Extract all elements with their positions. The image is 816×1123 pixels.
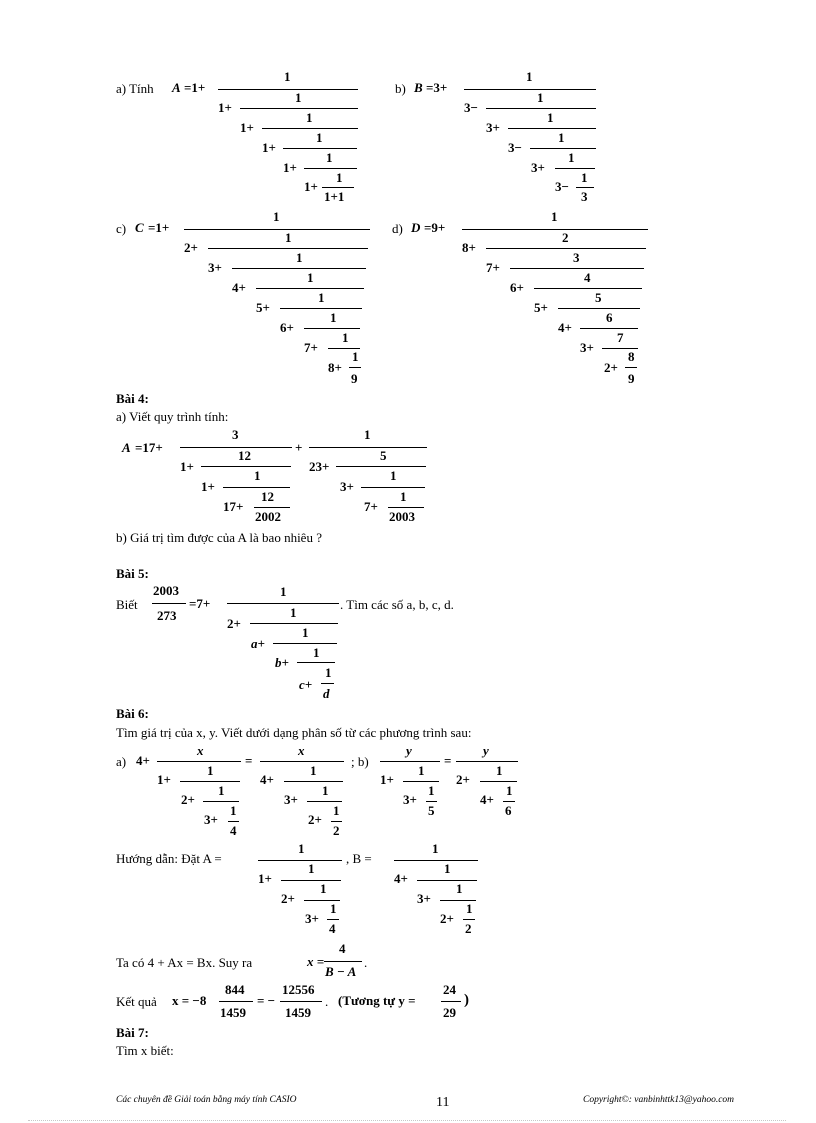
var-B: B [414, 80, 423, 95]
result-x: x = −8 [172, 993, 207, 1008]
var-D: D [411, 220, 421, 235]
level: 3+ [284, 792, 298, 807]
num: 1 [230, 803, 237, 818]
fraction-bar [201, 466, 291, 467]
num: 1 [506, 783, 513, 798]
eq: = [245, 753, 253, 768]
level: 3+ [486, 120, 500, 135]
level: 3+ [580, 340, 594, 355]
close-paren: ) [464, 992, 469, 1008]
num: 1 [295, 90, 302, 105]
y-num: y [483, 743, 489, 758]
fraction-bar [576, 187, 594, 188]
fraction-bar [530, 148, 596, 149]
level: 2+ [184, 240, 198, 255]
fraction-bar [304, 328, 360, 329]
fraction-bar [219, 1001, 253, 1002]
lhs-b: =3+ [426, 80, 448, 95]
res-num1: 844 [225, 982, 245, 997]
fraction-bar [307, 801, 342, 802]
level: 1+ [201, 479, 215, 494]
fraction-bar [558, 308, 640, 309]
bai6-title: Bài 6: [116, 706, 149, 721]
fraction-bar [184, 229, 370, 230]
fraction-bar [218, 89, 358, 90]
num: 12 [261, 489, 274, 504]
num: 1 [547, 110, 554, 125]
bai6-intro: Tìm giá trị của x, y. Viết dưới dạng phân số từ các phương trình sau: [116, 725, 472, 740]
bai4-a-text: a) Viết quy trình tính: [116, 409, 229, 424]
bai5-prefix: Biết [116, 597, 138, 612]
dot: . [364, 955, 368, 970]
y-num: 24 [443, 982, 456, 997]
level: 6+ [510, 280, 524, 295]
num: 1 [456, 881, 463, 896]
fraction-bar [262, 128, 358, 129]
footer-right: Copyright©: vanbinhttk13@yahoo.com [583, 1095, 735, 1105]
num: 1 [581, 170, 588, 185]
var-A: A [122, 440, 131, 455]
label-a: a) Tính [116, 81, 154, 96]
fraction-bar [380, 761, 440, 762]
res-den1: 1459 [220, 1005, 246, 1020]
fraction-bar [280, 308, 362, 309]
x-eq: x = [307, 954, 325, 969]
fraction-bar [426, 801, 437, 802]
x-num: x [298, 743, 305, 758]
num: 1 [310, 763, 317, 778]
fraction-bar [464, 89, 596, 90]
fraction-bar [180, 781, 240, 782]
fraction-bar [327, 919, 339, 920]
page-number: 11 [436, 1095, 450, 1110]
fraction-bar [510, 268, 644, 269]
level: 1+ [240, 120, 254, 135]
fraction-bar [625, 367, 637, 368]
level: 3+ [417, 891, 431, 906]
label-d: d) [392, 221, 403, 236]
level: 1+ [180, 459, 194, 474]
num: 1 [444, 861, 451, 876]
last-den: 1+1 [324, 189, 345, 204]
level: 2+ [456, 772, 470, 787]
num: 1 [496, 763, 503, 778]
fraction-bar [534, 288, 642, 289]
fraction-bar [388, 507, 424, 508]
fraction-bar [228, 821, 239, 822]
level: 3+ [305, 911, 319, 926]
fraction-bar [336, 466, 426, 467]
level: 2+ [227, 616, 241, 631]
fraction-bar [349, 367, 361, 368]
fraction-bar [394, 860, 478, 861]
num: 1 [390, 468, 397, 483]
last-den: 9 [628, 371, 635, 386]
num: 1 [322, 783, 329, 798]
frac-den: B − A [325, 964, 357, 979]
bai5-title: Bài 5: [116, 566, 149, 581]
level: 3+ [403, 792, 417, 807]
fraction-bar [463, 919, 475, 920]
last-den: 2 [465, 921, 472, 936]
num: 1 [307, 270, 314, 285]
num: 7 [617, 330, 624, 345]
fraction-bar [240, 108, 358, 109]
fraction-bar [555, 168, 595, 169]
level: 4+ [394, 871, 408, 886]
eq: =7+ [189, 596, 211, 611]
level: 1+ [218, 100, 232, 115]
hint-prefix: Hướng dẫn: Đặt A = [116, 851, 222, 866]
res-dot: . [325, 994, 329, 1009]
fraction-bar [486, 108, 596, 109]
var-A: A [172, 80, 181, 95]
level: b+ [275, 655, 289, 670]
a-lhs: 4+ [136, 753, 150, 768]
last-den: 9 [351, 371, 358, 386]
y-den: 29 [443, 1005, 456, 1020]
level: 1+ [304, 179, 318, 194]
num: 1 [313, 645, 320, 660]
num: 1 [342, 330, 349, 345]
level: 7+ [364, 499, 378, 514]
level: 5+ [256, 300, 270, 315]
separator: ; b) [351, 754, 369, 769]
fraction-bar [331, 821, 342, 822]
num: 1 [568, 150, 575, 165]
last-den: 2002 [255, 509, 281, 524]
num: 1 [273, 209, 280, 224]
label-b: b) [395, 81, 406, 96]
fraction-bar [256, 288, 364, 289]
fraction-bar [227, 603, 339, 604]
fraction-bar [281, 880, 341, 881]
level: 2+ [604, 360, 618, 375]
a-label: a) [116, 754, 127, 769]
hint-mid: , B = [346, 851, 372, 866]
fraction-bar [280, 1001, 322, 1002]
fraction-bar [232, 268, 366, 269]
footer-left: Các chuyên đề Giải toán bằng máy tính CASIO [116, 1095, 297, 1105]
bai5-suffix: . Tìm các số a, b, c, d. [340, 597, 454, 612]
num: 1 [558, 130, 565, 145]
x-num: x [197, 743, 204, 758]
level: 3+ [531, 160, 545, 175]
level: 7+ [304, 340, 318, 355]
num: 1 [466, 901, 473, 916]
num: 1 [254, 468, 261, 483]
level: 4+ [260, 772, 274, 787]
num: 1 [330, 901, 337, 916]
label-c: c) [116, 221, 127, 236]
level: 5+ [534, 300, 548, 315]
fraction-bar [324, 961, 362, 962]
var-C: C [135, 220, 144, 235]
level: 2+ [181, 792, 195, 807]
level: c+ [299, 677, 313, 692]
num: 1 [320, 881, 327, 896]
lhs: =17+ [135, 440, 163, 455]
num: 1 [280, 584, 287, 599]
level: 1+ [258, 871, 272, 886]
num: 1 [330, 310, 337, 325]
num: 1 [333, 803, 340, 818]
fraction-bar [208, 248, 368, 249]
lhs-c: =1+ [148, 220, 170, 235]
num: 1 [418, 763, 425, 778]
level: 7+ [486, 260, 500, 275]
fraction-bar [152, 603, 186, 604]
lhs-d: =9+ [424, 220, 446, 235]
level: 1+ [157, 772, 171, 787]
fraction-bar [456, 761, 518, 762]
bai4-b-text: b) Giá trị tìm được của A là bao nhiêu ? [116, 530, 322, 545]
level: 2+ [440, 911, 454, 926]
fraction-bar [258, 860, 342, 861]
level: 3+ [204, 812, 218, 827]
fraction-bar [283, 148, 357, 149]
bai7-title: Bài 7: [116, 1025, 149, 1040]
last-den: 4 [230, 823, 237, 838]
fraction-bar [273, 643, 337, 644]
fraction-bar [403, 781, 439, 782]
fraction-bar [580, 328, 638, 329]
num: 1 [526, 69, 533, 84]
fraction-bar [462, 229, 648, 230]
plus: + [295, 440, 303, 455]
fraction-bar [321, 683, 334, 684]
num: 1 [298, 841, 305, 856]
num: 1 [551, 209, 558, 224]
level: 3− [464, 100, 478, 115]
num: 2 [562, 230, 569, 245]
num: 1 [325, 665, 332, 680]
level: 1+ [283, 160, 297, 175]
fraction-bar [180, 447, 292, 448]
fraction-bar [417, 880, 477, 881]
num: 1 [537, 90, 544, 105]
level: 8+ [328, 360, 342, 375]
level: 17+ [223, 499, 244, 514]
num: 4 [584, 270, 591, 285]
last-den: 5 [428, 803, 435, 818]
fraction-bar [223, 487, 290, 488]
num: 12 [238, 448, 251, 463]
num: 1 [326, 150, 333, 165]
derivation-text: Ta có 4 + Ax = Bx. Suy ra [116, 955, 253, 970]
level: 2+ [308, 812, 322, 827]
num: 1 [336, 170, 343, 185]
num: 1 [290, 605, 297, 620]
last-den: 4 [329, 921, 336, 936]
level: 1+ [380, 772, 394, 787]
similar: (Tương tự y = [338, 993, 416, 1008]
num: 1 [302, 625, 309, 640]
num: 1 [316, 130, 323, 145]
fraction-bar [254, 507, 290, 508]
lhs-den: 273 [157, 608, 177, 623]
res-num2: 12556 [282, 982, 315, 997]
fraction-bar [203, 801, 239, 802]
level: 8+ [462, 240, 476, 255]
level: 4+ [232, 280, 246, 295]
res-den2: 1459 [285, 1005, 311, 1020]
num: 6 [606, 310, 613, 325]
fraction-bar [284, 781, 343, 782]
frac-num: 4 [339, 941, 346, 956]
eq: = [444, 753, 452, 768]
num: 1 [428, 783, 435, 798]
num: 1 [400, 489, 407, 504]
num: 1 [308, 861, 315, 876]
last-den: 2003 [389, 509, 415, 524]
footer-rule [28, 1120, 786, 1121]
level: 1+ [262, 140, 276, 155]
num: 1 [296, 250, 303, 265]
fraction-bar [250, 623, 338, 624]
num: 1 [306, 110, 313, 125]
y-num: y [406, 743, 412, 758]
fraction-bar [157, 761, 241, 762]
level: 3− [555, 179, 569, 194]
fraction-bar [322, 187, 354, 188]
fraction-bar [361, 487, 425, 488]
res-eq: = − [257, 993, 276, 1008]
fraction-bar [441, 1001, 461, 1002]
num: 5 [595, 290, 602, 305]
bai4-title: Bài 4: [116, 391, 149, 406]
level: 3+ [340, 479, 354, 494]
level: 3− [508, 140, 522, 155]
fraction-bar [309, 447, 427, 448]
num: 3 [232, 427, 239, 442]
fraction-bar [480, 781, 517, 782]
lhs-num: 2003 [153, 583, 179, 598]
level: 23+ [309, 459, 330, 474]
level: a+ [251, 636, 265, 651]
last-den: d [323, 686, 330, 701]
num: 5 [380, 448, 387, 463]
num: 1 [218, 783, 225, 798]
fraction-bar [508, 128, 596, 129]
num: 8 [628, 349, 635, 364]
num: 1 [432, 841, 439, 856]
num: 1 [284, 69, 291, 84]
lhs-a: =1+ [184, 80, 206, 95]
last-den: 3 [581, 189, 588, 204]
num: 1 [207, 763, 214, 778]
last-den: 2 [333, 823, 340, 838]
fraction-bar [260, 761, 344, 762]
level: 4+ [558, 320, 572, 335]
num: 1 [318, 290, 325, 305]
num: 1 [285, 230, 292, 245]
num: 1 [364, 427, 371, 442]
num: 1 [352, 349, 359, 364]
bai7-text: Tìm x biết: [116, 1043, 174, 1058]
fraction-bar [297, 662, 335, 663]
level: 6+ [280, 320, 294, 335]
fraction-bar [486, 248, 646, 249]
result-prefix: Kết quả [116, 994, 157, 1009]
last-den: 6 [505, 803, 512, 818]
fraction-bar [503, 801, 515, 802]
level: 4+ [480, 792, 494, 807]
num: 3 [573, 250, 580, 265]
level: 3+ [208, 260, 222, 275]
fraction-bar [304, 168, 357, 169]
level: 2+ [281, 891, 295, 906]
